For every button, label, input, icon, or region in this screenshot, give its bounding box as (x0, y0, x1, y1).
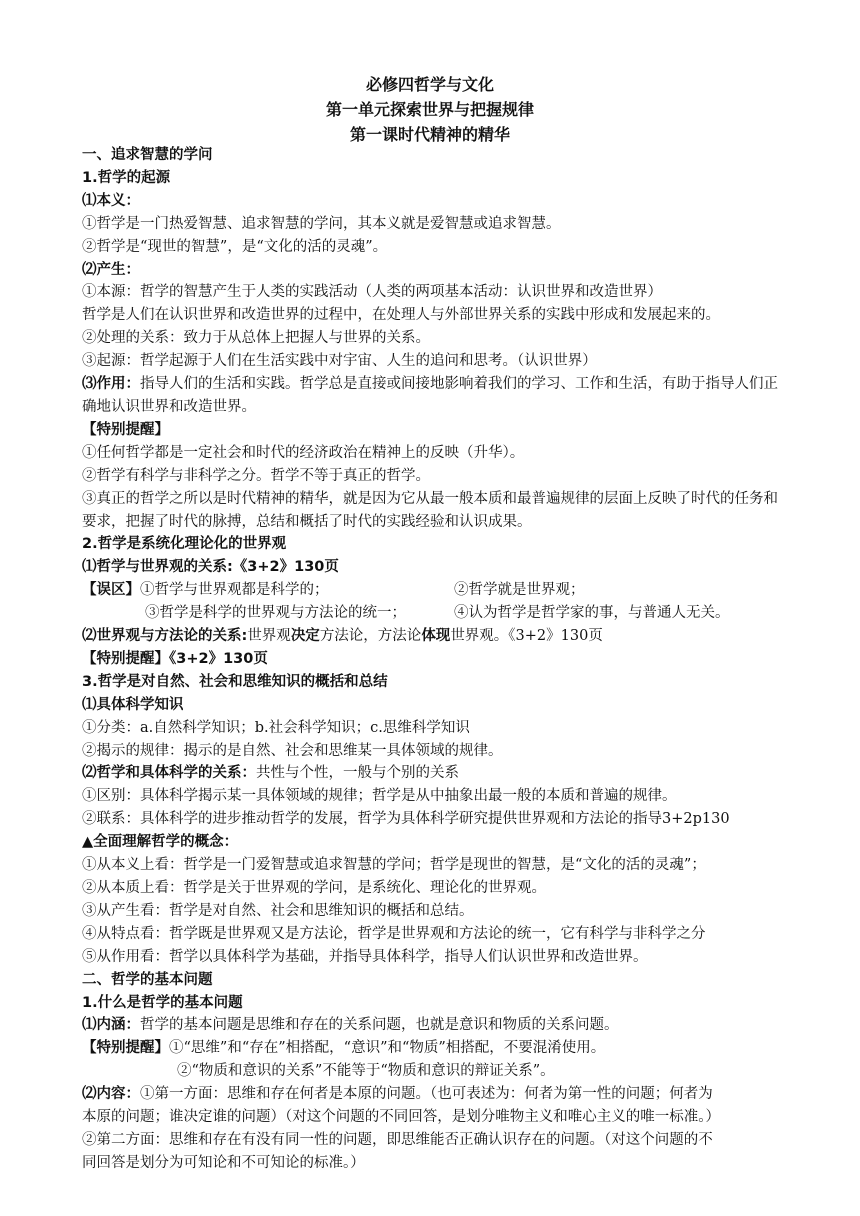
item-text: 世界观。《3+2》130页 (450, 628, 603, 645)
item-text: ①第一方面：思维和存在何者是本原的问题。（也可表述为：何者为第一性的问题；何者为 (140, 1086, 713, 1103)
paragraph: ③从产生看：哲学是对自然、社会和思维知识的概括和总结。 (82, 902, 474, 919)
item-text: 世界观 (247, 628, 291, 645)
item-label: ⑶作用： (82, 376, 140, 393)
item-title: ⑴哲学与世界观的关系:《3+2》130页 (82, 559, 339, 576)
paragraph: ②哲学是“现世的智慧”，是“文化的活的灵魂”。 (82, 238, 388, 255)
paragraph (82, 1083, 782, 1106)
title-block (0, 72, 860, 147)
misconception-item: ②哲学就是世界观； (454, 582, 585, 599)
document-body (82, 144, 782, 1175)
paragraph: ⑤从作用看：哲学以具体科学为基础，并指导具体科学，指导人们认识世界和改造世界。 (82, 948, 648, 965)
paragraph: ①哲学是一门热爱智慧、追求智慧的学问，其本义就是爱智慧或追求智慧。 (82, 215, 561, 232)
item-label: ⑵内容： (82, 1086, 140, 1103)
paragraph: ①任何哲学都是一定社会和时代的经济政治在精神上的反映（升华）。 (82, 444, 525, 461)
item-label: ⑵哲学和具体科学的关系： (82, 765, 256, 782)
paragraph (82, 625, 782, 648)
item-label: ⑵世界观与方法论的关系: (82, 628, 248, 645)
section-heading: 二、哲学的基本问题 (82, 971, 213, 988)
subsection-title: 3.哲学是对自然、社会和思维知识的概括和总结 (82, 673, 388, 690)
paragraph: 同回答是划分为可知论和不可知论的标准。） (82, 1154, 365, 1171)
paragraph: ①本源：哲学的智慧产生于人类的实践活动（人类的两项基本活动：认识世界和改造世界） (82, 284, 662, 301)
item-title: ⑴具体科学知识 (82, 696, 184, 713)
item-text: 方法论，方法论 (319, 628, 422, 645)
item-title: ⑵产生： (82, 261, 140, 278)
paragraph: ②揭示的规律：揭示的是自然、社会和思维某一具体领域的规律。 (82, 742, 503, 759)
paragraph: ③起源：哲学起源于人们在生活实践中对宇宙、人生的追问和思考。（认识世界） (82, 353, 597, 370)
paragraph (82, 1014, 782, 1037)
item-text: 共性与个性，一般与个别的关系 (256, 765, 459, 782)
keyword: 体现 (421, 628, 451, 645)
lesson-title: 第一课时代精神的精华 (349, 125, 510, 144)
paragraph: ①从本义上看：哲学是一门爱智慧或追求智慧的学问；哲学是现世的智慧，是“文化的活的灵魂”； (82, 857, 706, 874)
misconception-item: ③哲学是科学的世界观与方法论的统一； (145, 605, 406, 622)
item-title: ⑴本义： (82, 192, 140, 209)
paragraph: ②哲学有科学与非科学之分。哲学不等于真正的哲学。 (82, 467, 430, 484)
paragraph: 本原的问题；谁决定谁的问题）（对这个问题的不同回答，是划分唯物主义和唯心主义的唯一标准。） (82, 1109, 720, 1126)
paragraph: ①分类：a.自然科学知识；b.社会科学知识；c.思维科学知识 (82, 719, 470, 736)
paragraph: ②第二方面：思维和存在有没有同一性的问题，即思维能否正确认识存在的问题。（对这个问题的不 (82, 1131, 713, 1148)
misconception-label: 【误区】 (82, 582, 140, 599)
item-label: ⑴内涵： (82, 1017, 140, 1034)
paragraph: ②从本质上看：哲学是关于世界观的学问，是系统化、理论化的世界观。 (82, 880, 546, 896)
tip-label: 【特别提醒】 (82, 1040, 169, 1057)
paragraph: 哲学是人们在认识世界和改造世界的过程中，在处理人与外部世界关系的实践中形成和发展起来的。 (82, 307, 720, 324)
misconception-item: ④认为哲学是哲学家的事，与普通人无关。 (454, 605, 730, 622)
paragraph: ④从特点看：哲学既是世界观又是方法论，哲学是世界观和方法论的统一，它有科学与非科学之分 (82, 925, 706, 942)
item-text: 指导人们的生活和实践。哲学总是直接或间接地影响着我们的学习、工作和生活，有助于指导人们正确地认识世界和改造世界。 (82, 376, 778, 415)
summary-title: ▲全面理解哲学的概念： (82, 834, 239, 851)
keyword: 决定 (290, 628, 320, 645)
book-title: 必修四哲学与文化 (365, 75, 494, 94)
tip-title: 【特别提醒】《3+2》130页 (82, 650, 268, 667)
paragraph (82, 762, 782, 785)
paragraph (82, 1037, 782, 1060)
paragraph: ②“物质和意识的关系”不能等于“物质和意识的辩证关系”。 (177, 1063, 555, 1080)
paragraph: ②联系：具体科学的进步推动哲学的发展，哲学为具体科学研究提供世界观和方法论的指导3+2p130 (82, 811, 730, 828)
subsection-title: 1.哲学的起源 (82, 169, 171, 186)
subsection-title: 2.哲学是系统化理论化的世界观 (82, 536, 287, 553)
paragraph: ③真正的哲学之所以是时代精神的精华，就是因为它从最一般本质和最普遍规律的层面上反映了时代的任务和要求，把握了时代的脉搏，总结和概括了时代的实践经验和认识成果。 (82, 490, 778, 530)
misconception-row (82, 579, 782, 602)
misconception-row (82, 602, 782, 625)
misconception-item: ①哲学与世界观都是科学的； (140, 582, 329, 599)
item-text: ①“思维”和“存在”相搭配，“意识”和“物质”相搭配，不要混淆使用。 (169, 1040, 606, 1057)
subsection-title: 1.什么是哲学的基本问题 (82, 994, 243, 1011)
section-heading: 一、追求智慧的学问 (82, 147, 213, 163)
paragraph: ②处理的关系：致力于从总体上把握人与世界的关系。 (82, 330, 430, 347)
paragraph (82, 373, 782, 419)
unit-title: 第一单元探索世界与把握规律 (325, 100, 534, 119)
paragraph: ①区别：具体科学揭示某一具体领域的规律；哲学是从中抽象出最一般的本质和普遍的规律。 (82, 788, 677, 805)
item-text: 哲学的基本问题是思维和存在的关系问题，也就是意识和物质的关系问题。 (140, 1017, 619, 1034)
tip-title: 【特别提醒】 (82, 421, 169, 438)
